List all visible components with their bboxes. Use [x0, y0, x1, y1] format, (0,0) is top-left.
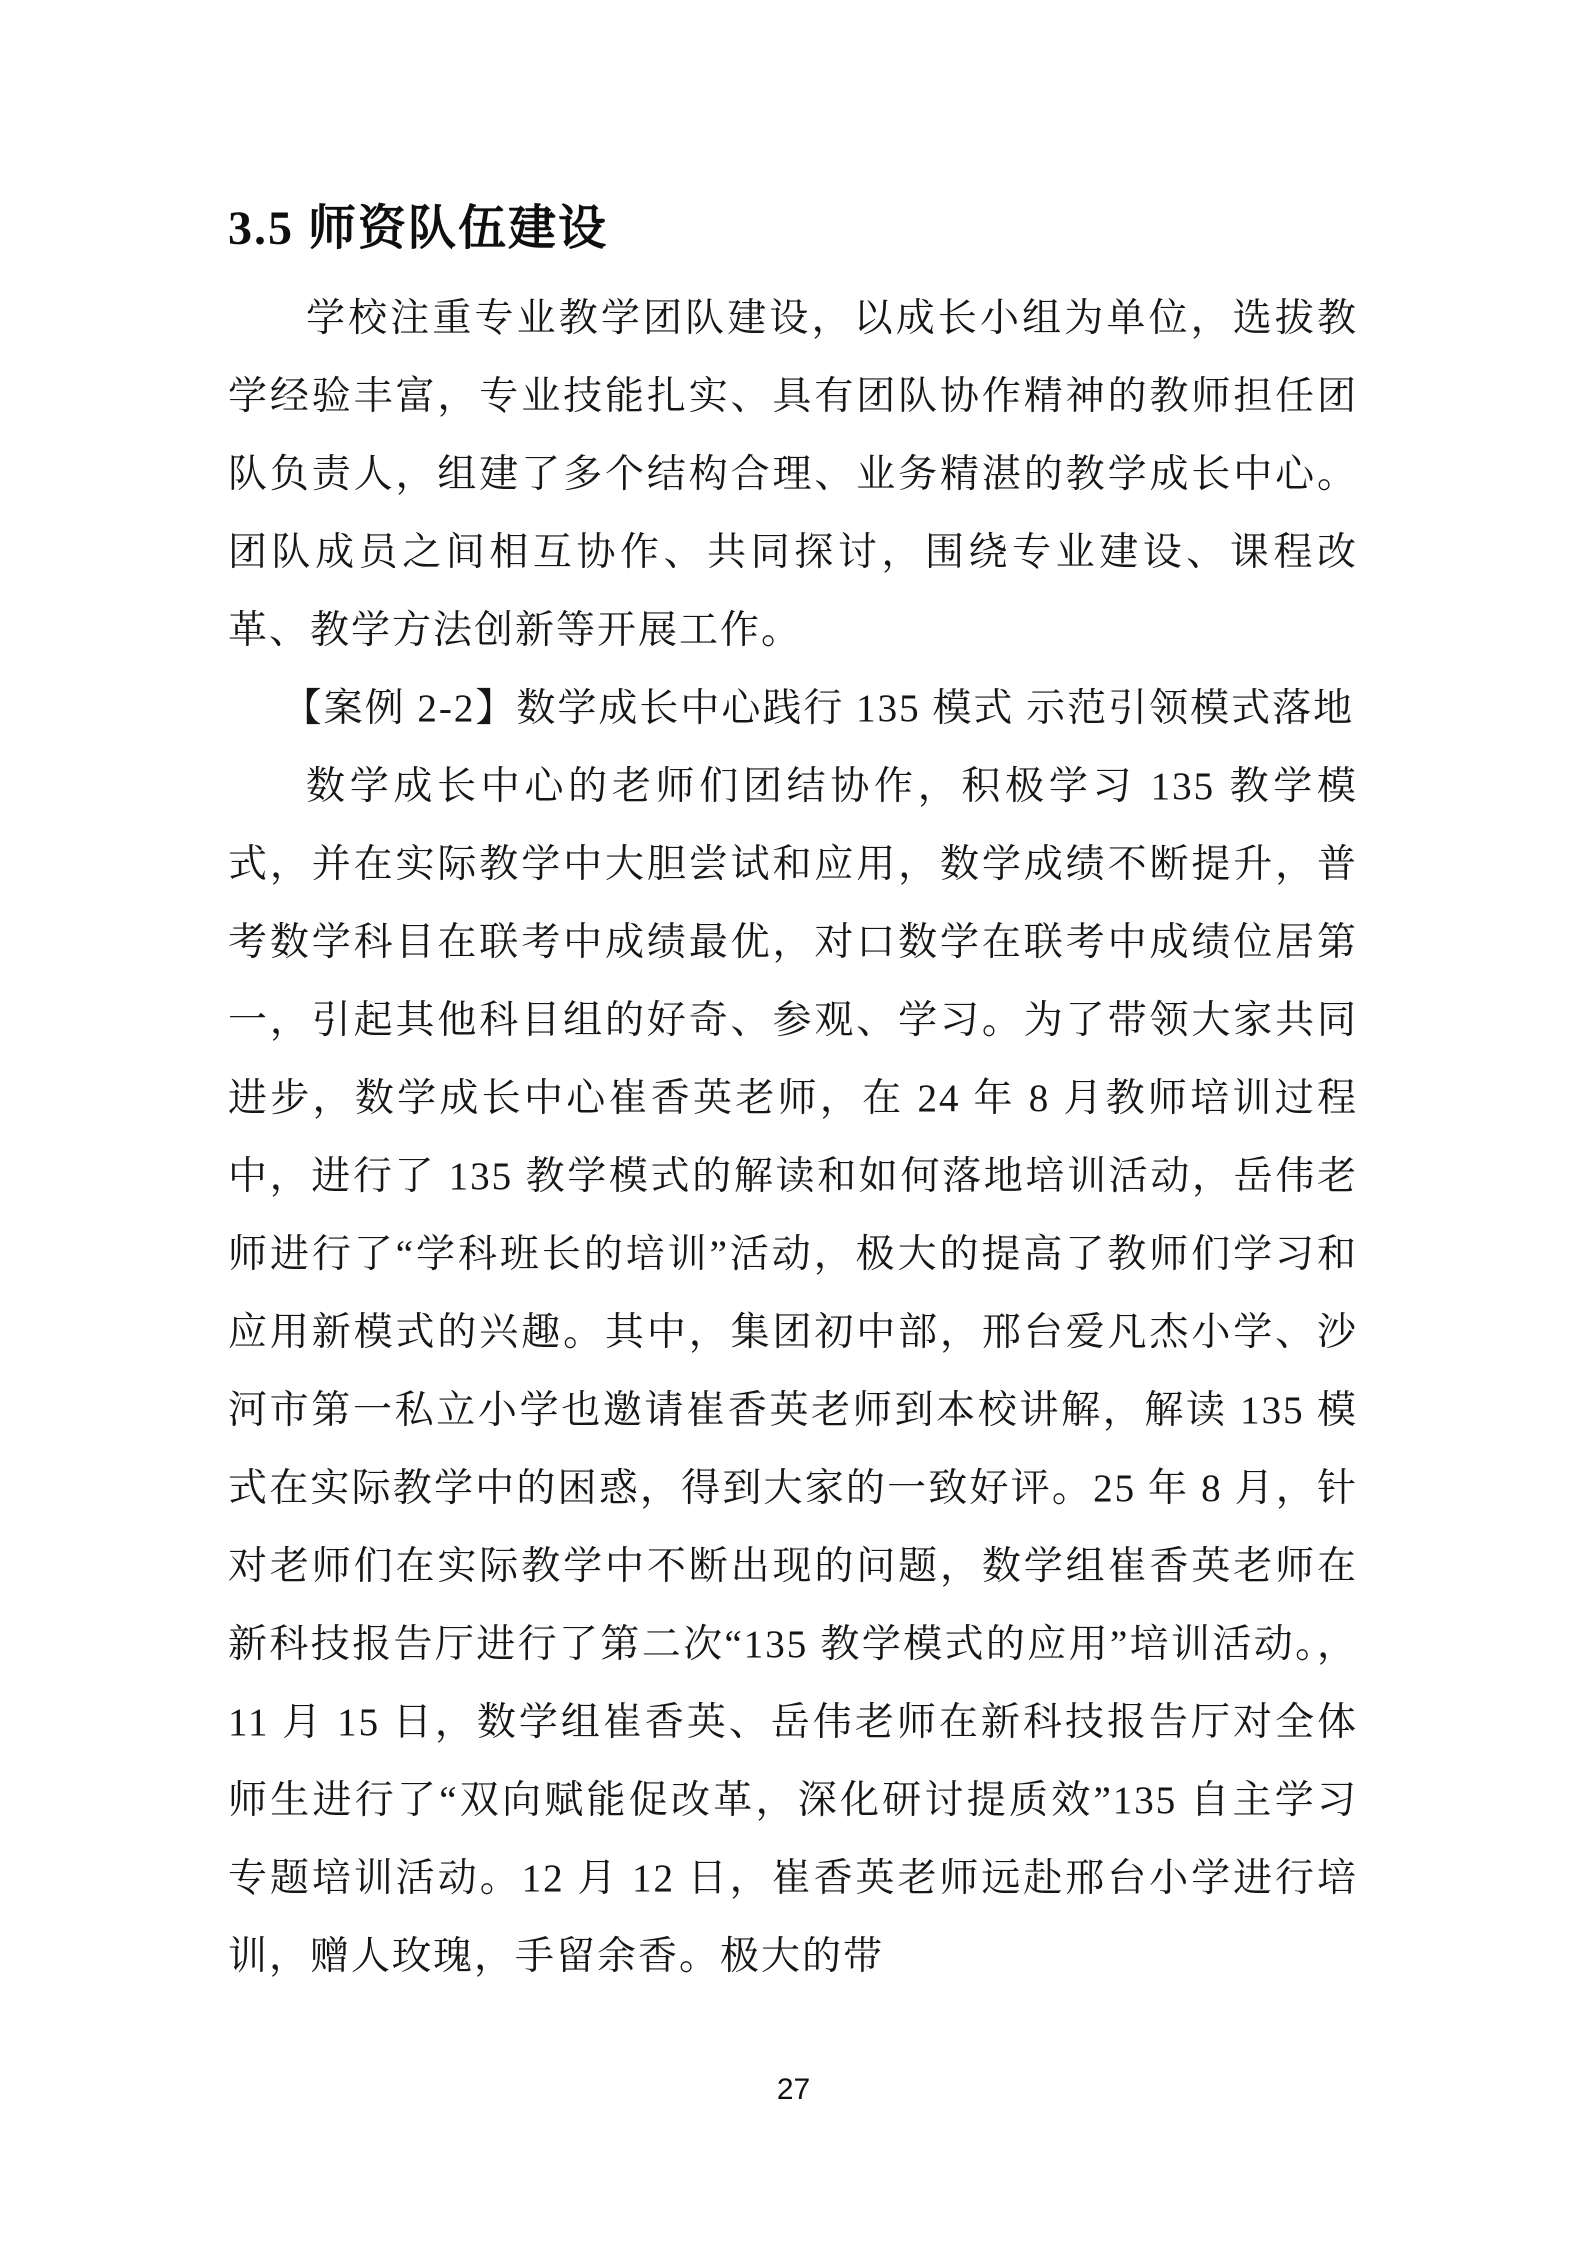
intro-paragraph: 学校注重专业教学团队建设，以成长小组为单位，选拔教学经验丰富，专业技能扎实、具有团队协作精神的教师担任团队负责人，组建了多个结构合理、业务精湛的教学成长中心。团队成员之间相互协作、共同探讨，围绕专业建设、课程改革、教学方法创新等开展工作。	[228, 297, 1358, 652]
page-footer	[0, 2072, 1587, 2108]
case-title: 【案例 2-2】数学成长中心践行 135 模式 示范引领模式落地	[282, 687, 1355, 730]
page-content	[228, 200, 1358, 1996]
page-number: 27	[776, 2073, 811, 2106]
section-heading: 3.5 师资队伍建设	[228, 202, 609, 255]
case-body-paragraph: 数学成长中心的老师们团结协作，积极学习 135 教学模式，并在实际教学中大胆尝试和应用，数学成绩不断提升，普考数学科目在联考中成绩最优，对口数学在联考中成绩位居第一，引起其他科目组的好奇、参观、学习。为了带领大家共同进步，数学成长中心崔香英老师，在 24 年 8 月教师培训过程中，进行了 135 教学模式的解读和如何落地培训活动，岳伟老师进行了“学科班长的培训”活动，极大的提高了教师们学习和应用新模式的兴趣。其中，集团初中部，邢台爱凡杰小学、沙河市第一私立小学也邀请崔香英老师到本校讲解，解读 135 模式在实际教学中的困惑，得到大家的一致好评。25 年 8 月，针对老师们在实际教学中不断出现的问题，数学组崔香英老师在新科技报告厅进行了第二次“135 教学模式的应用”培训活动。，11 月 15 日，数学组崔香英、岳伟老师在新科技报告厅对全体师生进行了“双向赋能促改革，深化研讨提质效”135 自主学习专题培训活动。12 月 12 日，崔香英老师远赴邢台小学进行培训，赠人玫瑰，手留余香。极大的带	[228, 765, 1358, 1978]
